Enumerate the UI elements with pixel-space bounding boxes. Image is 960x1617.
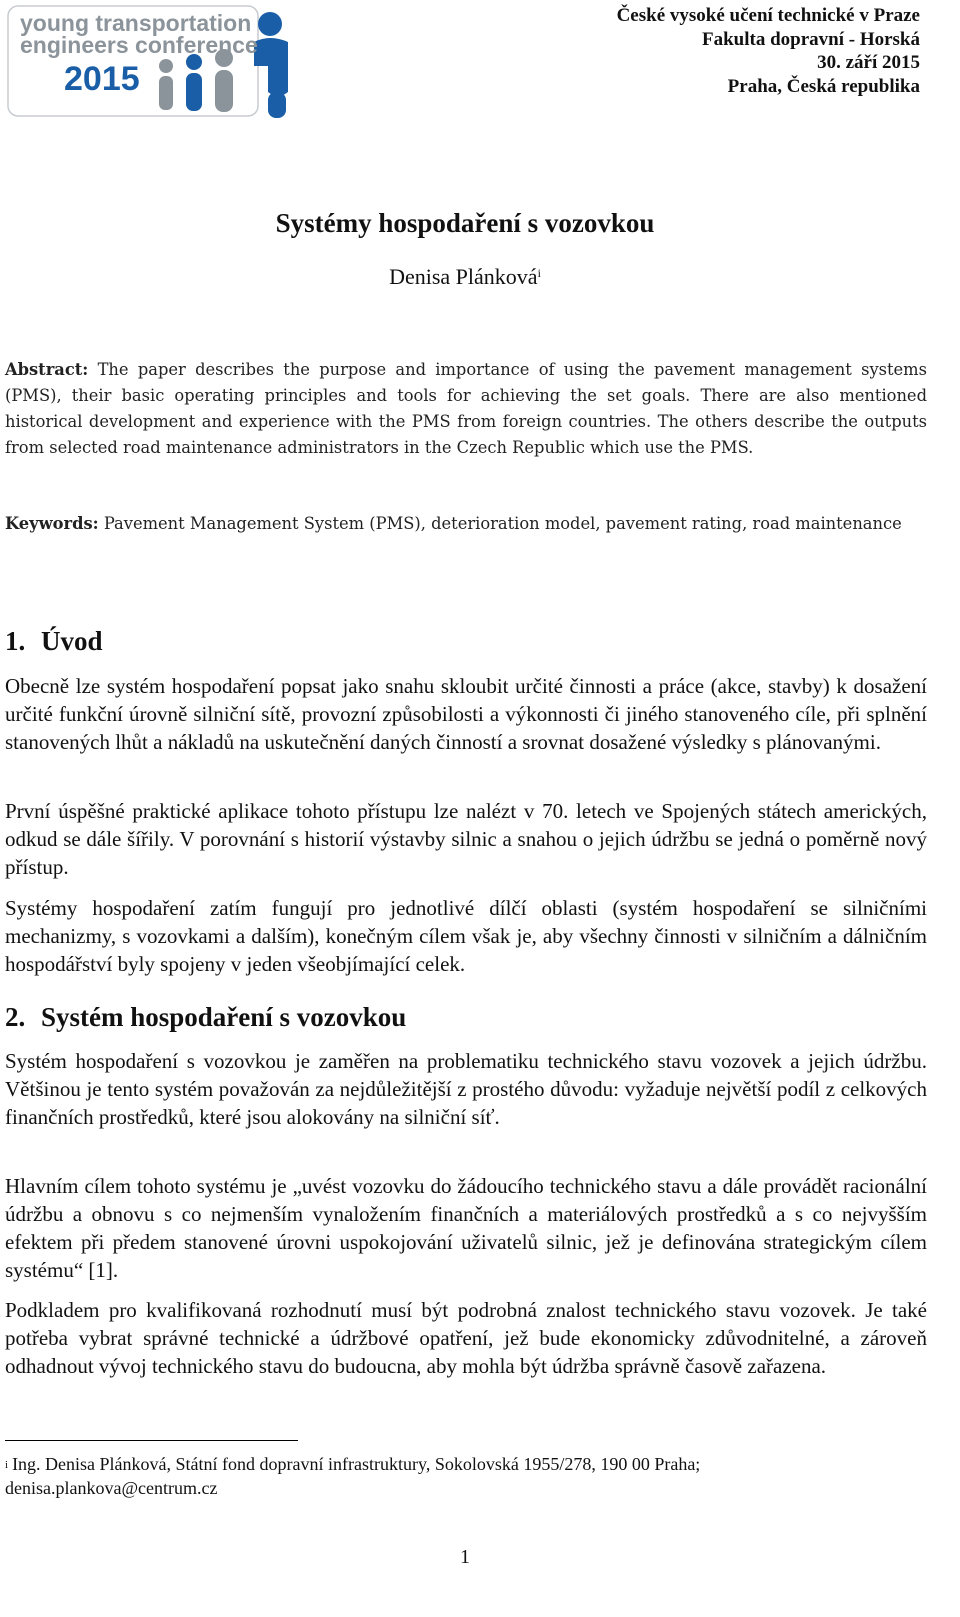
- paragraph: Obecně lze systém hospodaření popsat jako snahu skloubit určité činnosti a práce (akce, stavby) k dosažení určité funkční úrovně silniční sítě, provozní způsobilosti a výkonnosti či jiného stanoveného cíle, při splnění stanovených lhůt a nákladů na uskutečnění daných činností a srovnat dosažené výsledky s plánovanými.: [5, 674, 927, 754]
- footnote-text: Ing. Denisa Plánková, Státní fond dopravní infrastruktury, Sokolovská 1955/278, 190 00 Praha;: [12, 1454, 701, 1474]
- header-line: Fakulta dopravní - Horská: [701, 28, 920, 50]
- paragraph: První úspěšné praktické aplikace tohoto přístupu lze nalézt v 70. letech ve Spojených státech amerických, odkud se dále šířily. V porovnání s historií výstavby silnic a snahou o jejich údržbu se jedná o poměrně nový přístup.: [5, 799, 927, 879]
- section-title: Úvod: [41, 626, 103, 656]
- header-line: České vysoké učení technické v Praze: [616, 5, 920, 26]
- keywords-text: Pavement Management System (PMS), deterioration model, pavement rating, road maintenance: [103, 514, 902, 533]
- header-line: 30. září 2015: [817, 52, 920, 73]
- footnote-line-1: [5, 1453, 927, 1477]
- footnote-email: denisa.plankova@centrum.cz: [5, 1477, 218, 1498]
- paragraph: Systémy hospodaření zatím fungují pro jednotlivé dílčí oblasti (systém hospodaření se silničními mechanizmy, s vozovkami a dalším), konečným cílem však je, aby všechny činnosti v silničním a dálničním hospodářství byly spojeny v jeden všeobjímající celek.: [5, 896, 927, 976]
- author-name: Denisa Plánková: [389, 264, 538, 289]
- paragraph: Hlavním cílem tohoto systému je „uvést vozovku do žádoucího technického stavu a dále provádět racionální údržbu a obnovu s co nejmenším vynaložením finančních a materiálových prostředků a s co nejvyšším efektem při předem stanovené úrovni uspokojování uživatelů silnic, jež je definována strategickým cílem systému“ [1].: [5, 1174, 927, 1282]
- keywords-label: Keywords:: [5, 514, 99, 533]
- section-number: 1.: [5, 626, 26, 656]
- section-title: Systém hospodaření s vozovkou: [41, 1002, 407, 1032]
- author-line: [0, 264, 930, 290]
- institution-header: [617, 4, 920, 98]
- paper-title: Systémy hospodaření s vozovkou: [275, 208, 655, 238]
- section-number: 2.: [5, 1002, 26, 1032]
- footnote: [5, 1453, 927, 1500]
- header-line: Praha, Česká republika: [727, 75, 920, 97]
- logo-line-1: young transportation: [20, 10, 252, 36]
- logo-year: 2015: [64, 60, 140, 98]
- section-heading-2: [5, 1002, 406, 1033]
- section-heading-1: [5, 626, 103, 657]
- abstract: [5, 357, 927, 461]
- footnote-mark: i: [5, 1459, 9, 1471]
- paragraph: Systém hospodaření s vozovkou je zaměřen na problematiku technického stavu vozovek a jejich údržbu. Většinou je tento systém považován za nejdůležitější z prostého důvodu: vyžaduje největší podíl z celkových finančních prostředků, které jsou alokovány na silniční síť.: [5, 1049, 927, 1129]
- paragraph: Podkladem pro kvalifikovaná rozhodnutí musí být podrobná znalost technického stavu vozovek. Je také potřeba vybrat správné technické a údržbové opatření, jež bude ekonomicky zdůvodnitelné, a zároveň odhadnout vývoj technického stavu do budoucna, aby mohla být údržba správně časově zařazena.: [5, 1298, 927, 1378]
- abstract-text: The paper describes the purpose and importance of using the pavement management systems (PMS), their basic operating principles and tools for achieving the set goals. There are also mentioned historical development and experience with the PMS from foreign countries. The others describe the outputs from selected road maintenance administrators in the Czech Republic which use the PMS.: [5, 360, 927, 457]
- logo-line-2: engineers conference: [20, 32, 258, 58]
- author-footnote-mark: i: [537, 266, 541, 280]
- abstract-label: Abstract:: [5, 360, 89, 379]
- footnote-divider: [5, 1440, 298, 1441]
- page-number: 1: [460, 1546, 470, 1568]
- conference-logo: [6, 4, 306, 122]
- keywords: [5, 511, 927, 537]
